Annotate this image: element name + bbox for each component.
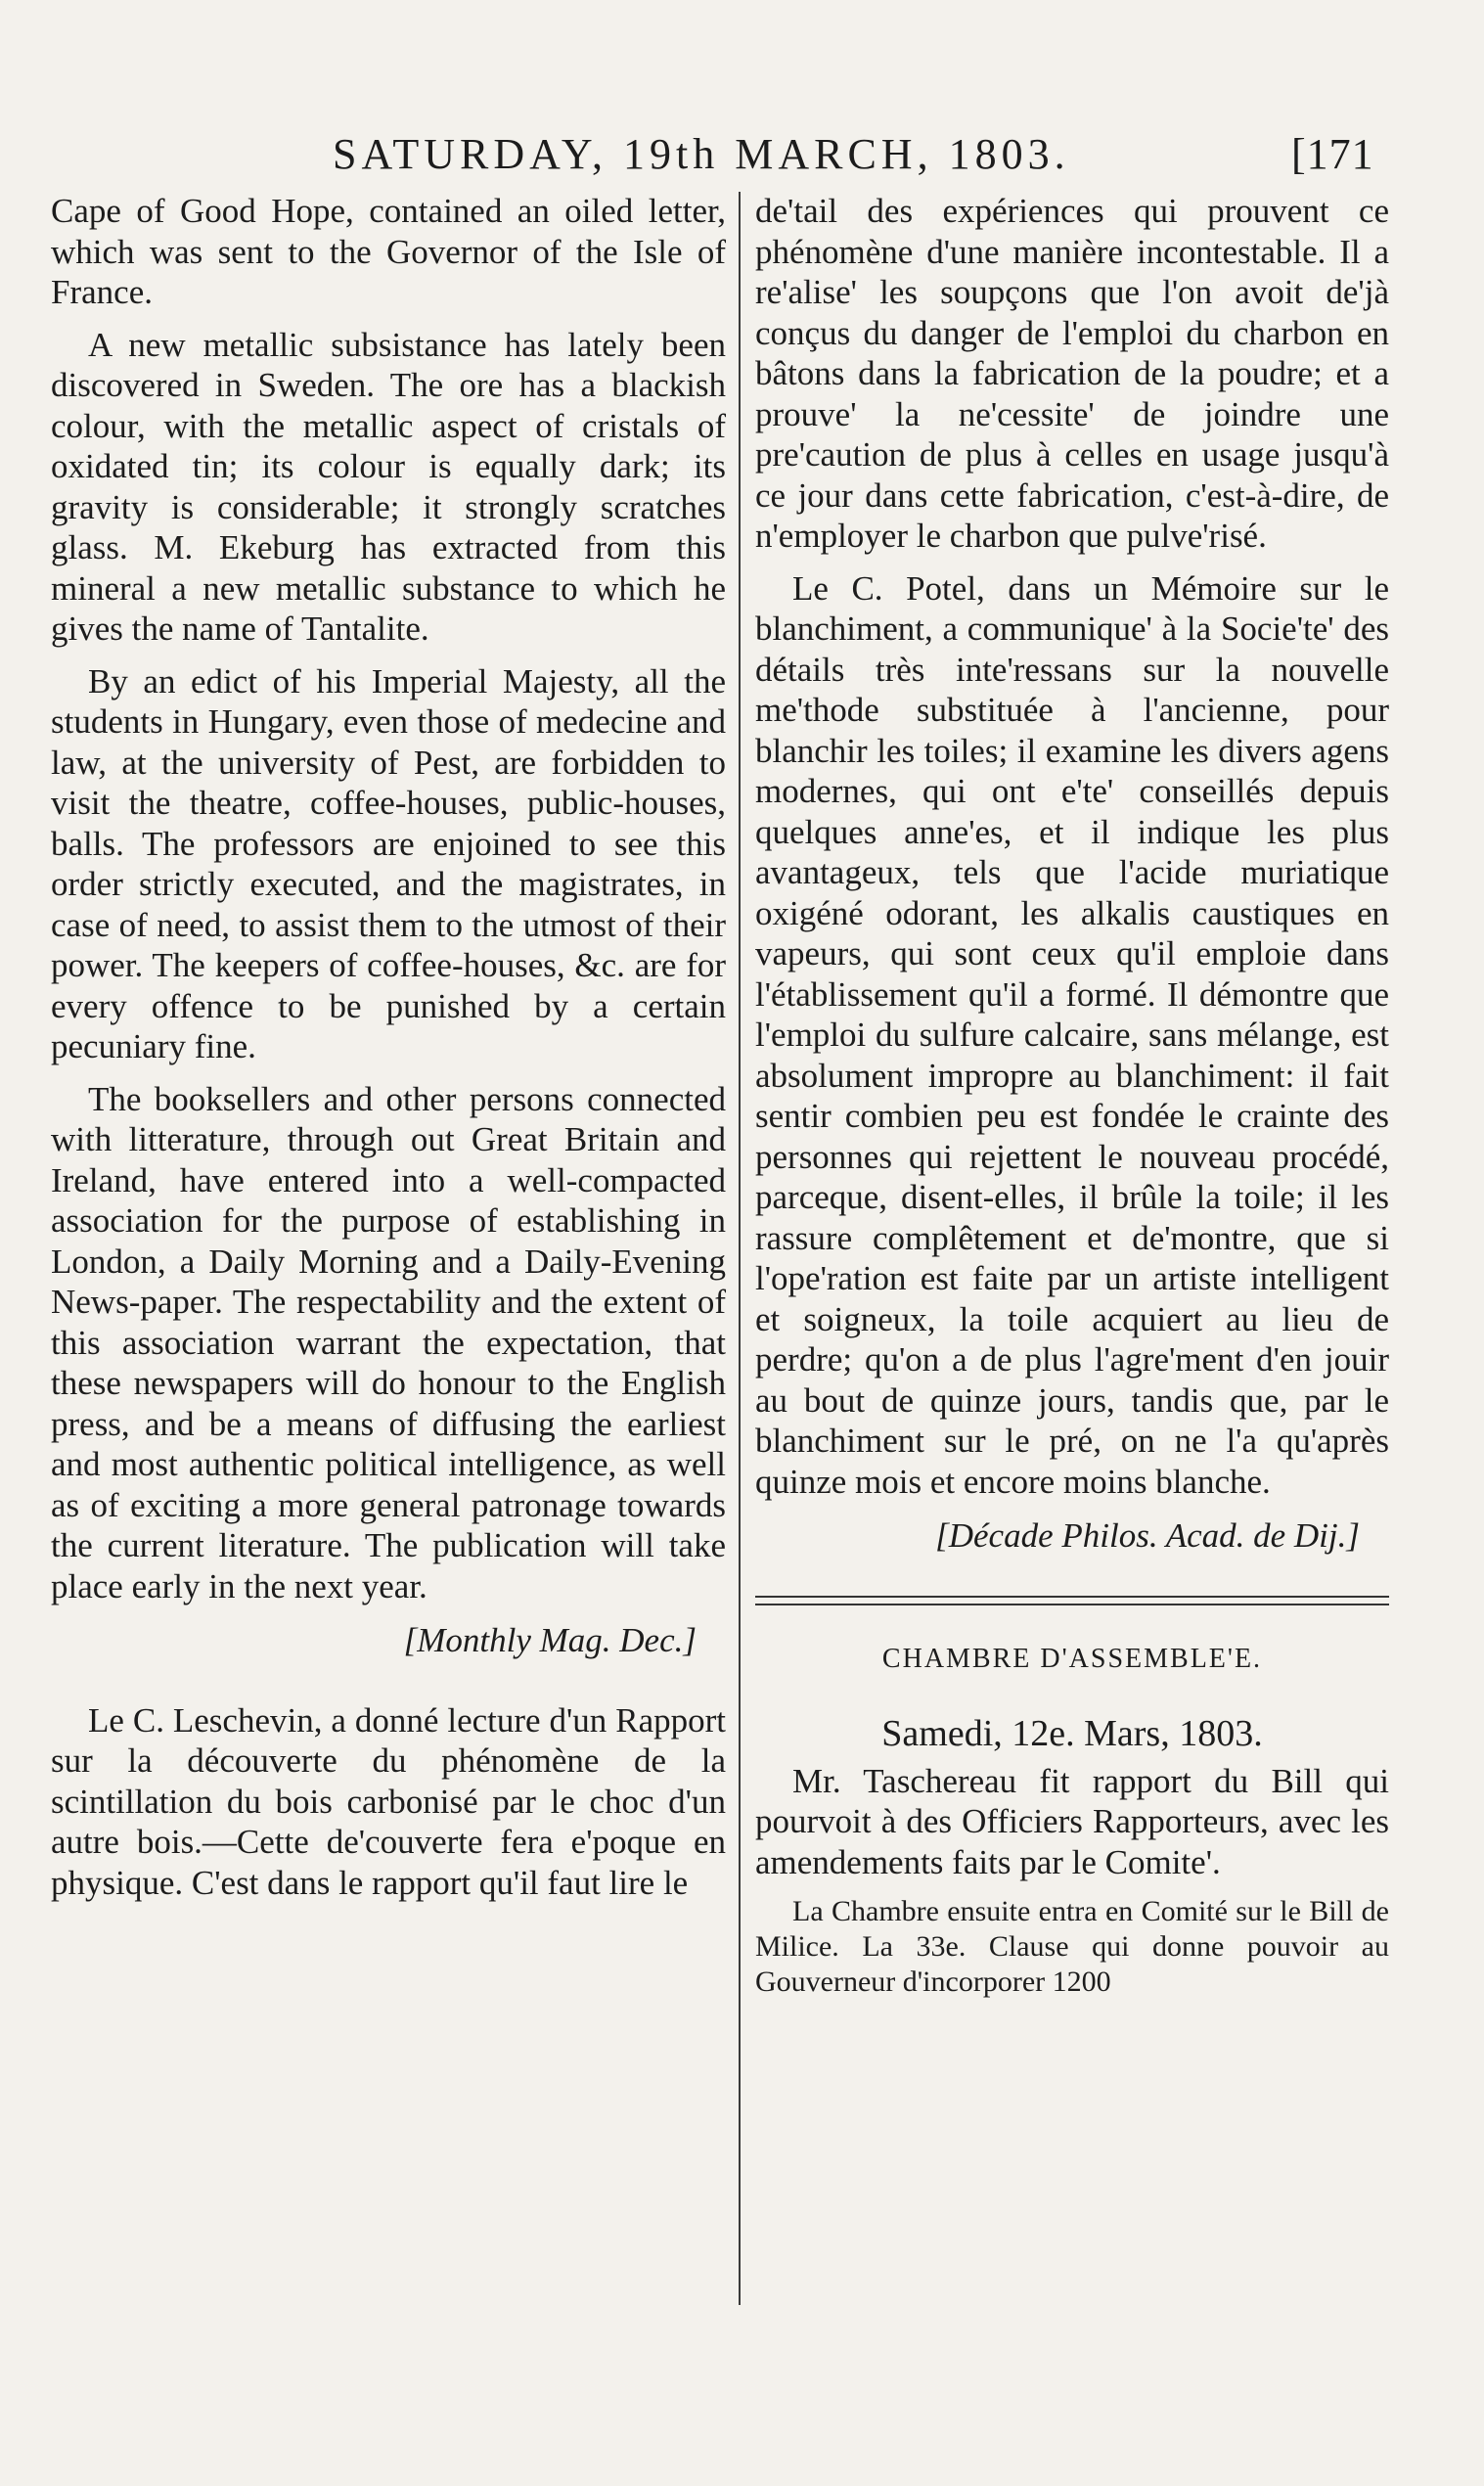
article-tantalite: A new metallic subsistance has lately been discovered in Sweden. The ore has a blackish colour, with the metallic aspect of cristals of oxidated tin; its colour is equally dark; its gravity is considerable; it strongly scratches glass. M. Ekeburg has extracted from this mineral a new metallic substance to which he gives the name of Tantalite.	[51, 325, 726, 648]
right-column	[755, 191, 1389, 2011]
article-hungary-edict: By an edict of his Imperial Majesty, all the students in Hungary, even those of medecine and law, at the university of Pest, are forbidden to visit the theatre, coffee-houses, public-houses, balls. The professors are enjoined to see this order strictly executed, and the magistrates, in case of need, to assist them to the utmost of their power. The keepers of coffee-houses, &c. are for every offence to be punished by a certain pecuniary fine.	[51, 661, 726, 1065]
column-divider	[739, 192, 741, 2305]
section-rule	[755, 1596, 1389, 1605]
article-taschereau: Mr. Taschereau fit rapport du Bill qui pourvoit à des Officiers Rapporteurs, avec les amendements faits par le Comite'.	[755, 1761, 1389, 1881]
article-booksellers: The booksellers and other persons connected with litterature, through out Great Britain and Ireland, have entered into a well-compacted association for the purpose of establishing in London, a Daily Morning and a Daily-Evening News-paper. The respectability and the extent of this association warrant the expectation, that these newspapers will do honour to the English press, and be a means of diffusing the earliest and most authentic political intelligence, as well as of exciting a more general patronage towards the current literature. The publication will take place early in the next year.	[51, 1079, 726, 1605]
article-potel: Le C. Potel, dans un Mémoire sur le blanchiment, a communique' à la Socie'te' des détails très inte'ressans sur la nouvelle me'thode substituée à l'ancienne, pour blanchir les toiles; il examine les divers agens modernes, qui ont e'te' conseillés depuis quelques anne'es, et il indique les plus avantageux, tels que l'acide muriatique oxigéné odorant, les alkalis caustiques en vapeurs, qui sont ceux qu'il emploie dans l'établissement qu'il a formé. Il démontre que l'emploi du sulfure calcaire, sans mélange, est absolument impropre au blanchiment: il fait sentir combien peu est fondée le crainte des personnes qui rejettent le nouveau procédé, parceque, disent-elles, il brûle la toile; il les rassure complêtement et de'montre, que si l'ope'ration est faite par un artiste intelligent et soigneux, la toile acquiert au lieu de perdre; qu'on a de plus l'agre'ment d'en jouir au bout de quinze jours, tandis que, par le blanchiment sur le pré, on ne l'a qu'après quinze mois et encore moins blanche.	[755, 568, 1389, 1501]
running-title: SATURDAY, 19th MARCH, 1803.	[333, 130, 1070, 178]
page-header	[293, 129, 1428, 188]
page-number: [171	[1291, 130, 1374, 178]
source-citation-decade: [Décade Philos. Acad. de Dij.]	[935, 1516, 1360, 1555]
article-continuation-right: de'tail des expériences qui prouvent ce phénomène d'une manière incontestable. Il a re'alise' les soupçons que l'on avoit de'jà conçus du danger de l'emploi du charbon en bâtons dans la fabrication de la poudre; et a prouve' la ne'cessite' de joindre une pre'caution de plus à celles en usage jusqu'à ce jour dans cette fabrication, c'est-à-dire, de n'employer le charbon que pulve'risé.	[755, 192, 1389, 555]
source-citation-monthly-mag: [Monthly Mag. Dec.]	[403, 1621, 697, 1659]
article-milice: La Chambre ensuite entra en Comité sur le Bill de Milice. La 33e. Clause qui donne pouvoir au Gouverneur d'incorporer 1200	[755, 1895, 1389, 1998]
article-leschevin: Le C. Leschevin, a donné lecture d'un Rapport sur la découverte du phénomène de la scintillation du bois carbonisé par le choc d'un autre bois.—Cette de'couverte fera e'poque en physique. C'est dans le rapport qu'il faut lire le	[51, 1700, 726, 1902]
left-column	[51, 191, 726, 1915]
section-heading: CHAMBRE D'ASSEMBLE'E.	[881, 1643, 1263, 1674]
session-date: Samedi, 12e. Mars, 1803.	[881, 1713, 1263, 1754]
article-continuation: Cape of Good Hope, contained an oiled letter, which was sent to the Governor of the Isle of France.	[51, 192, 726, 311]
